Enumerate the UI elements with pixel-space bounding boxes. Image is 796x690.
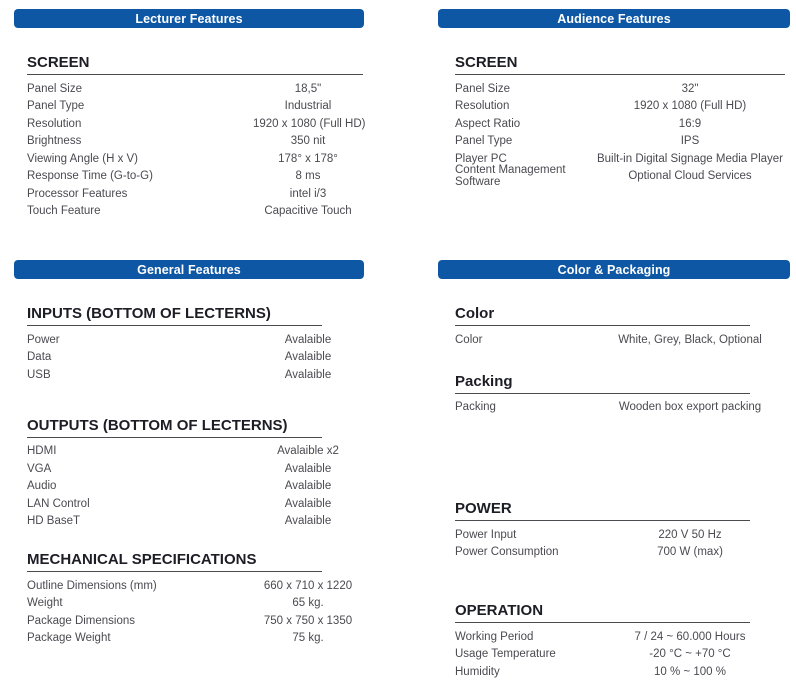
spec-row <box>27 349 363 367</box>
spec-row <box>27 185 363 203</box>
spec-label: Packing <box>455 401 496 414</box>
spec-value: 7 / 24 ~ 60.000 Hours <box>634 630 746 643</box>
spec-rows <box>455 399 785 417</box>
spec-value: 700 W (max) <box>657 546 723 559</box>
spec-label: Power <box>27 333 60 346</box>
spec-label: Data <box>27 351 52 364</box>
group-heading: Color <box>455 305 750 326</box>
spec-label: HDMI <box>27 445 57 458</box>
spec-value: White, Grey, Black, Optional <box>618 333 762 346</box>
group-heading: INPUTS (BOTTOM OF LECTERNS) <box>27 305 322 326</box>
spec-row <box>455 331 785 349</box>
spec-label: Aspect Ratio <box>455 117 521 130</box>
spec-label: Weight <box>27 597 63 610</box>
group-heading: OUTPUTS (BOTTOM OF LECTERNS) <box>27 417 322 438</box>
spec-label: Package Dimensions <box>27 614 136 627</box>
spec-group <box>455 54 785 189</box>
spec-row <box>455 399 785 417</box>
spec-label: Outline Dimensions (mm) <box>27 579 157 592</box>
spec-row <box>455 133 785 151</box>
spec-label: Power Input <box>455 528 517 541</box>
spec-groups <box>27 305 363 647</box>
spec-value: 8 ms <box>295 170 321 183</box>
spec-value: Optional Cloud Services <box>628 170 752 183</box>
spec-label: Power Consumption <box>455 546 559 559</box>
group-heading: SCREEN <box>455 54 785 75</box>
group-heading: MECHANICAL SPECIFICATIONS <box>27 551 322 572</box>
spec-value: Avalaible x2 <box>277 445 339 458</box>
spec-row <box>27 460 363 478</box>
spec-label: Usage Temperature <box>455 648 556 661</box>
spec-row <box>27 203 363 221</box>
spec-label: Touch Feature <box>27 205 101 218</box>
spec-value: intel i/3 <box>289 187 327 200</box>
spec-value: 1920 x 1080 (Full HD) <box>253 117 366 130</box>
spec-value: 350 nit <box>290 135 326 148</box>
spec-group <box>455 305 785 349</box>
spec-value: Avalaible <box>284 480 332 493</box>
spec-label: Processor Features <box>27 187 128 200</box>
spec-value: Avalaible <box>284 333 332 346</box>
spec-row <box>27 478 363 496</box>
spec-label: Panel Type <box>27 100 85 113</box>
spec-value: Avalaible <box>284 462 332 475</box>
spec-label: VGA <box>27 462 52 475</box>
spec-value: Avalaible <box>284 368 332 381</box>
spec-label: Audio <box>27 480 57 493</box>
spec-rows <box>455 628 785 681</box>
spec-row <box>27 115 366 133</box>
spec-label: Resolution <box>27 117 82 130</box>
spec-value: Capacitive Touch <box>264 205 352 218</box>
section-header-pill: Audience Features <box>438 9 790 28</box>
spec-row <box>27 495 363 513</box>
spec-value: -20 °C ~ +70 °C <box>649 648 731 661</box>
spec-value: Avalaible <box>284 515 332 528</box>
spec-row <box>27 80 363 98</box>
spec-groups <box>27 54 366 220</box>
spec-rows <box>27 331 363 384</box>
spec-rows <box>27 80 366 220</box>
spec-row <box>27 577 363 595</box>
spec-label: Panel Size <box>455 82 510 95</box>
spec-value: 750 x 750 x 1350 <box>263 614 353 627</box>
spec-value: Avalaible <box>284 351 332 364</box>
spec-rows <box>455 80 785 189</box>
spec-row <box>27 612 363 630</box>
section-header-pill: Color & Packaging <box>438 260 790 279</box>
spec-group <box>455 500 785 561</box>
spec-label: Content Management Software <box>455 164 566 189</box>
spec-row <box>27 331 363 349</box>
spec-group <box>27 305 363 384</box>
spec-label: Viewing Angle (H x V) <box>27 152 139 165</box>
section-general-features <box>14 260 364 647</box>
spec-row <box>455 98 785 116</box>
group-heading: OPERATION <box>455 602 750 623</box>
spec-value: 65 kg. <box>292 597 324 610</box>
spec-group <box>27 54 366 220</box>
spec-label: Brightness <box>27 135 82 148</box>
spec-label: USB <box>27 368 51 381</box>
spec-value: 1920 x 1080 (Full HD) <box>633 100 747 113</box>
spec-groups <box>455 54 785 189</box>
spec-row <box>455 663 785 681</box>
spec-value: 660 x 710 x 1220 <box>263 579 353 592</box>
section-header-pill: General Features <box>14 260 364 279</box>
spec-row <box>27 595 363 613</box>
spec-value: IPS <box>680 135 700 148</box>
spec-group <box>27 551 363 647</box>
spec-label: Package Weight <box>27 632 111 645</box>
spec-value: 220 V 50 Hz <box>658 528 722 541</box>
spec-row <box>455 628 785 646</box>
spec-label: HD BaseT <box>27 515 81 528</box>
spec-rows <box>455 526 785 561</box>
spec-row <box>455 164 785 189</box>
group-heading: POWER <box>455 500 750 521</box>
spec-rows <box>27 577 363 647</box>
section-color-packaging <box>438 260 790 681</box>
spec-value: Avalaible <box>284 497 332 510</box>
spec-row <box>27 133 363 151</box>
spec-label: Resolution <box>455 100 510 113</box>
spec-groups <box>455 305 785 681</box>
spec-value: 18,5" <box>294 82 322 95</box>
spec-row <box>455 544 785 562</box>
spec-value: 32" <box>681 82 699 95</box>
spec-value: Industrial <box>284 100 332 113</box>
spec-row <box>27 443 363 461</box>
spec-label: LAN Control <box>27 497 90 510</box>
spec-value: 10 % ~ 100 % <box>654 665 726 678</box>
group-heading: Packing <box>455 373 750 394</box>
spec-rows <box>27 443 363 531</box>
group-heading: SCREEN <box>27 54 363 75</box>
spec-value: 178° x 178° <box>278 152 338 165</box>
spec-row <box>27 98 363 116</box>
spec-row <box>455 526 785 544</box>
spec-group <box>27 417 363 531</box>
section-audience-features <box>438 9 790 189</box>
spec-row <box>27 150 363 168</box>
spec-value: Built-in Digital Signage Media Player <box>596 152 783 165</box>
spec-label: Player PC <box>455 152 507 165</box>
spec-row <box>455 115 785 133</box>
spec-row <box>27 630 363 648</box>
section-header-pill: Lecturer Features <box>14 9 364 28</box>
spec-label: Working Period <box>455 630 534 643</box>
spec-row <box>455 80 785 98</box>
spec-value: Wooden box export packing <box>618 401 762 414</box>
spec-label: Panel Type <box>455 135 513 148</box>
spec-label: Humidity <box>455 665 500 678</box>
spec-row <box>27 168 363 186</box>
spec-rows <box>455 331 785 349</box>
spec-value: 16:9 <box>678 117 702 130</box>
spec-group <box>455 602 785 681</box>
section-lecturer-features <box>14 9 364 220</box>
spec-row <box>27 366 363 384</box>
spec-label: Panel Size <box>27 82 82 95</box>
spec-group <box>455 373 785 417</box>
spec-row <box>455 646 785 664</box>
spec-label: Color <box>455 333 483 346</box>
spec-label: Response Time (G-to-G) <box>27 170 153 183</box>
spec-value: 75 kg. <box>292 632 324 645</box>
spec-row <box>27 513 363 531</box>
